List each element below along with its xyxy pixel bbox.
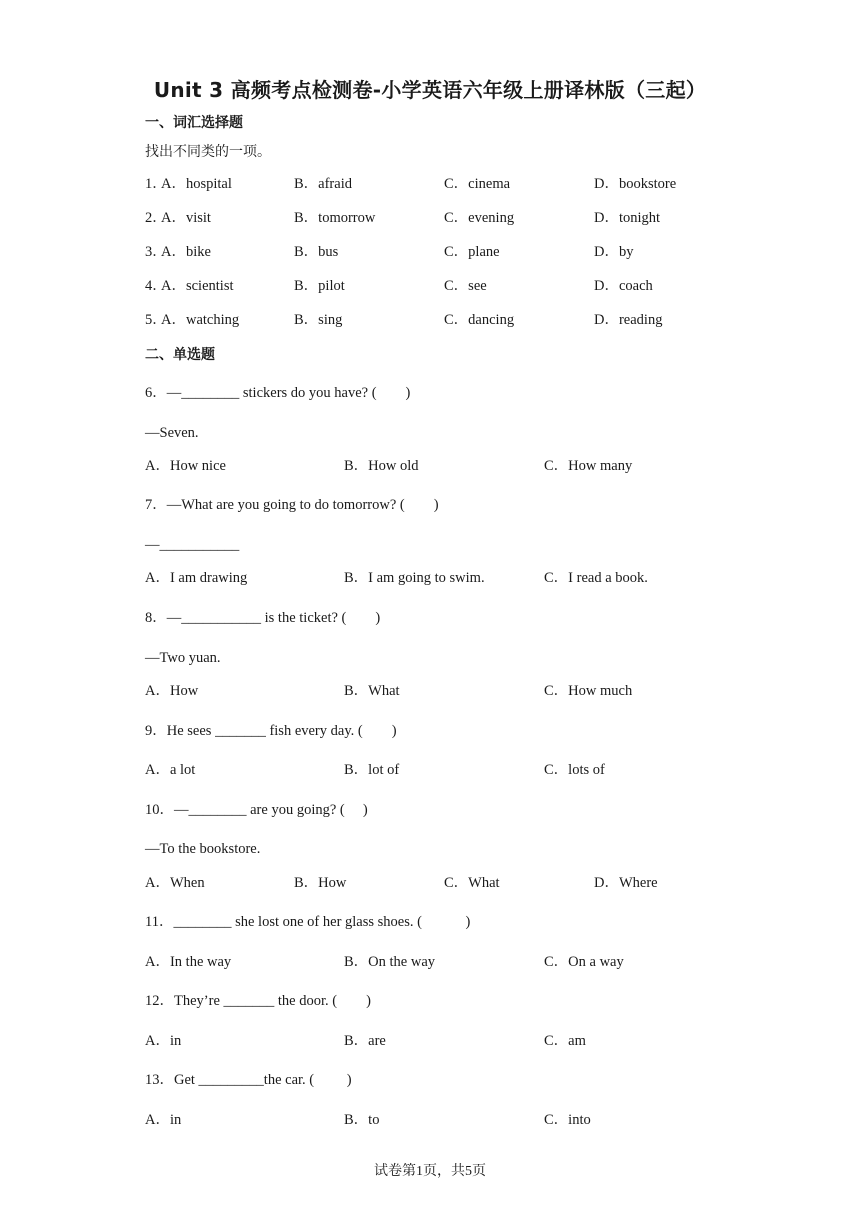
option-d: D．bookstore: [594, 176, 677, 192]
question-stem: 7．—What are you going to do tomorrow? ( ): [145, 497, 439, 513]
option-b: B．sing: [294, 312, 343, 328]
question-number: 5．: [145, 312, 167, 328]
option-b: B．I am going to swim.: [344, 570, 485, 586]
question-stem: 13．Get _________the car. ( ): [145, 1072, 352, 1088]
question-stem: 10．—________ are you going? ( ): [145, 802, 368, 818]
question-stem: 8．—___________ is the ticket? ( ): [145, 610, 381, 626]
question-number: 3．: [145, 244, 167, 260]
option-d: D．tonight: [594, 210, 661, 226]
option-d: D．by: [594, 244, 634, 260]
option-d: D．coach: [594, 278, 653, 294]
question-stem: 11．________ she lost one of her glass shoes. ( ): [145, 914, 471, 930]
document-title: Unit 3 高频考点检测卷-小学英语六年级上册译林版（三起）: [153, 78, 707, 102]
option-b: B．tomorrow: [294, 210, 376, 226]
option-a: A．a lot: [145, 762, 196, 778]
option-d: D．reading: [594, 312, 663, 328]
option-a: A．bike: [161, 244, 211, 260]
option-b: B．On the way: [344, 954, 436, 970]
option-c: C．cinema: [444, 176, 511, 192]
option-b: B．afraid: [294, 176, 352, 192]
option-b: B．How old: [344, 458, 419, 474]
question-stem: 9．He sees _______ fish every day. ( ): [145, 723, 397, 739]
option-a: A．In the way: [145, 954, 232, 970]
option-a: A．visit: [161, 210, 211, 226]
section-heading-single-choice: 二、单选题: [145, 347, 215, 363]
option-c: C．see: [444, 278, 487, 294]
question-number: 4．: [145, 278, 167, 294]
section-instruction: 找出不同类的一项。: [145, 144, 271, 160]
option-b: B．lot of: [344, 762, 400, 778]
question-number: 2．: [145, 210, 167, 226]
option-c: C．into: [544, 1112, 591, 1128]
option-a: A．scientist: [161, 278, 234, 294]
option-c: C．On a way: [544, 954, 624, 970]
option-c: C．What: [444, 875, 500, 891]
question-stem: 6．—________ stickers do you have? ( ): [145, 385, 411, 401]
option-c: C．lots of: [544, 762, 605, 778]
question-stem: 12．They’re _______ the door. ( ): [145, 993, 371, 1009]
dialogue-answer: —___________: [145, 537, 240, 553]
option-b: B．How: [294, 875, 347, 891]
option-b: B．bus: [294, 244, 339, 260]
option-b: B．What: [344, 683, 400, 699]
option-c: C．How much: [544, 683, 633, 699]
option-c: C．dancing: [444, 312, 515, 328]
dialogue-answer: —Seven.: [145, 425, 199, 441]
option-a: A．in: [145, 1112, 182, 1128]
page-footer: 试卷第1页，共5页: [374, 1164, 486, 1179]
section-heading-vocabulary: 一、词汇选择题: [145, 115, 243, 131]
option-a: A．I am drawing: [145, 570, 248, 586]
option-a: A．hospital: [161, 176, 232, 192]
option-a: A．How: [145, 683, 199, 699]
option-a: A．When: [145, 875, 205, 891]
question-number: 1．: [145, 176, 167, 192]
option-b: B．are: [344, 1033, 386, 1049]
option-d: D．Where: [594, 875, 658, 891]
option-c: C．How many: [544, 458, 633, 474]
dialogue-answer: —Two yuan.: [145, 650, 221, 666]
option-c: C．I read a book.: [544, 570, 648, 586]
option-c: C．plane: [444, 244, 500, 260]
option-a: A．watching: [161, 312, 240, 328]
option-b: B．pilot: [294, 278, 345, 294]
option-a: A．in: [145, 1033, 182, 1049]
option-c: C．am: [544, 1033, 586, 1049]
dialogue-answer: —To the bookstore.: [145, 841, 261, 857]
option-b: B．to: [344, 1112, 380, 1128]
option-c: C．evening: [444, 210, 515, 226]
option-a: A．How nice: [145, 458, 226, 474]
